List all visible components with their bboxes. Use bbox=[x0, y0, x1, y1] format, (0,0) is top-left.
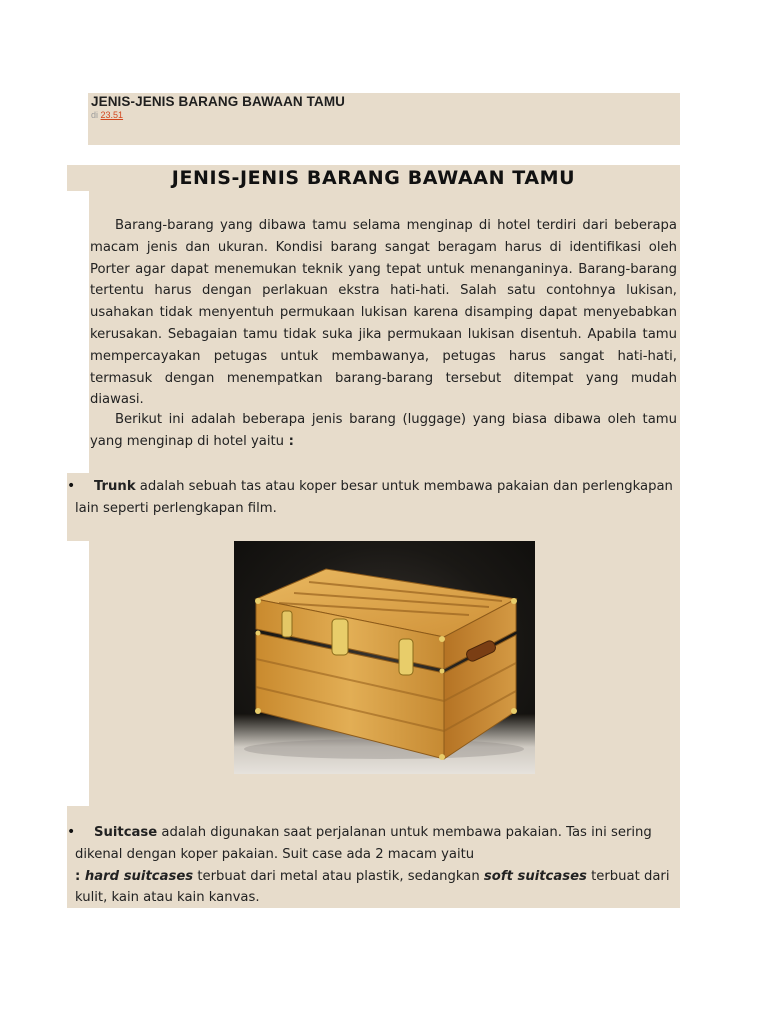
post-header bbox=[88, 93, 680, 145]
post-meta-prefix: di bbox=[91, 110, 99, 120]
intro-paragraph bbox=[90, 215, 677, 411]
trunk-description: adalah sebuah tas atau koper besar untuk membawa pakaian dan perlengkapan lain seperti perlengkapan film. bbox=[75, 479, 673, 516]
list-intro-text: Berikut ini adalah beberapa jenis barang (luggage) yang biasa dibawa oleh tamu yang menginap di hotel yaitu bbox=[90, 412, 677, 449]
bullet-icon: • bbox=[67, 478, 76, 494]
margin-notch bbox=[67, 191, 89, 473]
document-heading: JENIS-JENIS BARANG BAWAAN TAMU bbox=[171, 167, 576, 189]
margin-notch bbox=[67, 541, 89, 806]
post-title: JENIS-JENIS BARANG BAWAAN TAMU bbox=[91, 94, 346, 109]
suitcase-item bbox=[75, 822, 675, 909]
trunk-item bbox=[75, 476, 675, 520]
soft-suitcases-term: soft suitcases bbox=[483, 868, 587, 884]
suitcase-colon: : bbox=[75, 868, 85, 884]
soft-suitcases-description: terbuat dari kulit, kain atau kain kanvas. bbox=[75, 868, 670, 906]
trunk-term: Trunk bbox=[94, 479, 136, 494]
trunk-illustration bbox=[234, 541, 535, 774]
post-time-link[interactable]: 23.51 bbox=[100, 110, 124, 120]
suitcase-description: adalah digunakan saat perjalanan untuk membawa pakaian. Tas ini sering dikenal dengan koper pakaian. Suit case ada 2 macam yaitu bbox=[75, 825, 652, 862]
post-meta bbox=[91, 110, 123, 120]
suitcase-term: Suitcase bbox=[94, 825, 158, 840]
hard-suitcases-description: terbuat dari metal atau plastik, sedangkan bbox=[193, 868, 484, 884]
intro-text: Barang-barang yang dibawa tamu selama menginap di hotel terdiri dari beberapa macam jenis dan ukuran. Kondisi barang sangat beragam harus di identifikasi oleh Porter agar dapat menemukan teknik yang tepat untuk menanganinya. Barang-barang tertentu harus dengan perlakuan ekstra hati-hati. Salah satu contohnya lukisan, usahakan tidak menyentuh permukaan lukisan karena disamping dapat menyebabkan kerusakan. Sebagaian tamu tidak suka jika permukaan lukisan disentuh. Apabila tamu mempercayakan petugas untuk membawanya, petugas harus sangat hati-hati, termasuk dengan menempatkan barang-barang tersebut ditempat yang mudah diawasi. bbox=[90, 218, 677, 408]
list-intro-colon: : bbox=[284, 433, 294, 449]
trunk-photo bbox=[234, 541, 535, 774]
hard-suitcases-term: hard suitcases bbox=[84, 868, 194, 884]
bullet-icon: • bbox=[67, 824, 76, 840]
document-content bbox=[67, 165, 680, 908]
list-intro-paragraph bbox=[90, 409, 677, 453]
